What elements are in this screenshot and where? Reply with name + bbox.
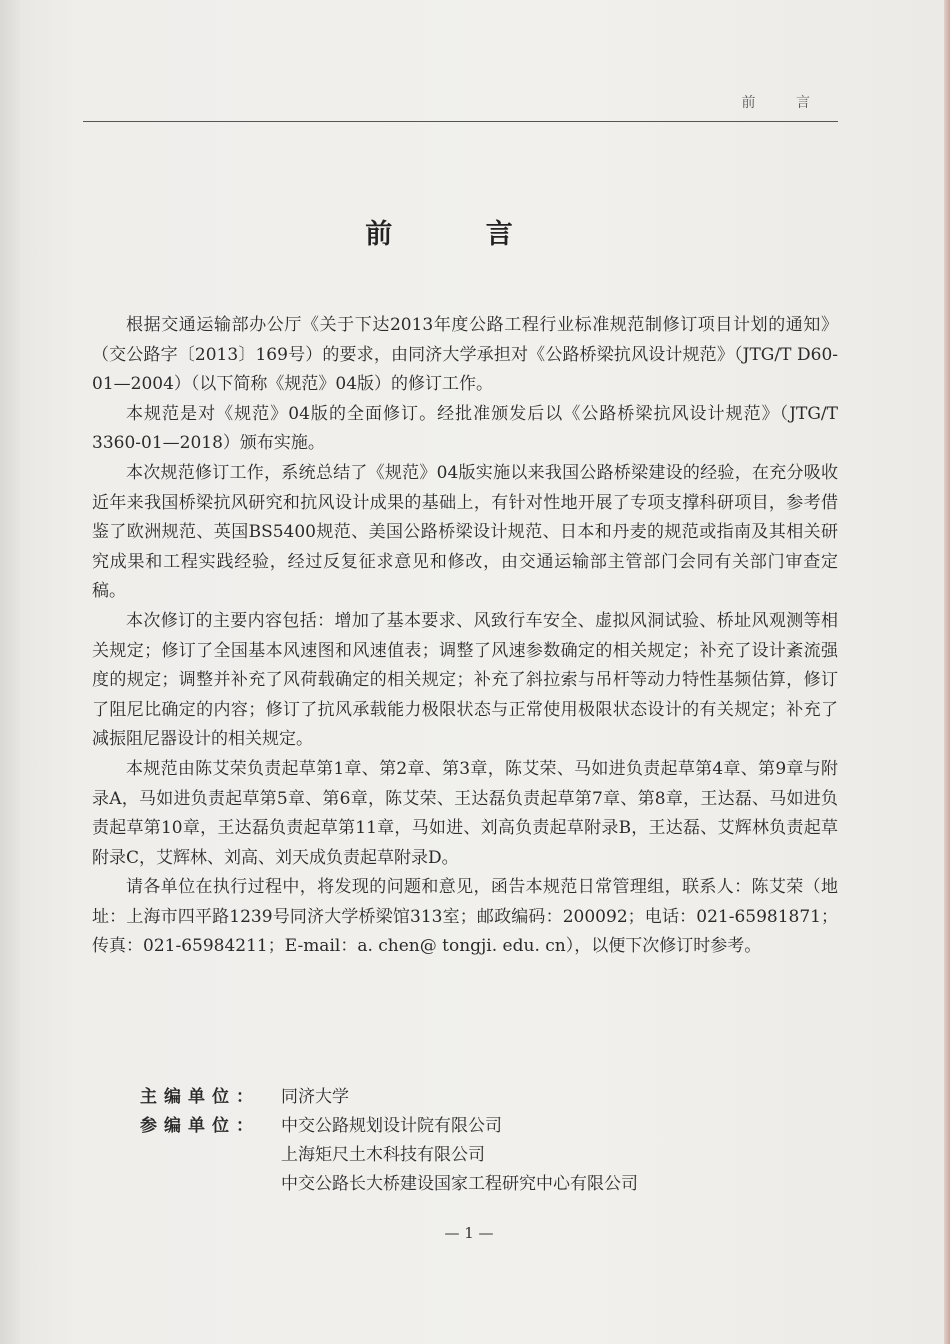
running-head: 前 言 — [741, 95, 828, 111]
participating-unit: 中交公路规划设计院有限公司 — [281, 1116, 502, 1136]
paragraph: 本规范由陈艾荣负责起草第1章、第2章、第3章，陈艾荣、马如进负责起草第4章、第9章与附录A，马如进负责起草第5章、第6章，陈艾荣、王达磊负责起草第7章、第8章，王达磊、马如进负责起草第10章，王达磊负责起草第11章，马如进、刘高负责起草附录B，王达磊、艾辉林负责起草附录C，艾辉林、刘高、刘天成负责起草附录D。 — [92, 758, 838, 868]
participating-editors-label: 参编单位： — [140, 1116, 260, 1136]
body-text — [92, 311, 838, 962]
page-title: 前 言 — [365, 219, 555, 250]
book-spine-shadow — [0, 0, 20, 1344]
chief-editor-label: 主编单位： — [140, 1087, 260, 1107]
paragraph: 本次规范修订工作，系统总结了《规范》04版实施以来我国公路桥梁建设的经验，在充分吸收近年来我国桥梁抗风研究和抗风设计成果的基础上，有针对性地开展了专项支撑科研项目，参考借鉴了欧洲规范、英国BS5400规范、美国公路桥梁设计规范、日本和丹麦的规范或指南及其相关研究成果和工程实践经验，经过反复征求意见和修改，由交通运输部主管部门会同有关部门审查定稿。 — [92, 462, 838, 602]
page-edge — [944, 0, 950, 1344]
participating-unit: 中交公路长大桥建设国家工程研究中心有限公司 — [281, 1174, 638, 1194]
paragraph: 请各单位在执行过程中，将发现的问题和意见，函告本规范日常管理组，联系人：陈艾荣（地址：上海市四平路1239号同济大学桥梁馆313室；邮政编码：200092；电话：021-65981871；传真：021-65984211；E-mail：a. chen@ tongji. edu. cn），以便下次修订时参考。 — [92, 877, 838, 957]
participating-editors-row — [140, 1112, 638, 1199]
paragraph: 根据交通运输部办公厅《关于下达2013年度公路工程行业标准规范制修订项目计划的通知》（交公路字〔2013〕169号）的要求，由同济大学承担对《公路桥梁抗风设计规范》（JTG/T D60-01—2004）（以下简称《规范》04版）的修订工作。 — [92, 315, 838, 395]
chief-editor-row — [140, 1083, 638, 1112]
header-rule — [83, 121, 838, 122]
chief-editor-unit: 同济大学 — [281, 1087, 349, 1107]
paragraph: 本次修订的主要内容包括：增加了基本要求、风致行车安全、虚拟风洞试验、桥址风观测等相关规定；修订了全国基本风速图和风速值表；调整了风速参数确定的相关规定；补充了设计紊流强度的规定；调整并补充了风荷载确定的相关规定；补充了斜拉索与吊杆等动力特性基频估算，修订了阻尼比确定的内容；修订了抗风承载能力极限状态与正常使用极限状态设计的有关规定；补充了减振阻尼器设计的相关规定。 — [92, 610, 838, 750]
participating-unit: 上海矩尺土木科技有限公司 — [281, 1145, 485, 1165]
page-number: — 1 — — [444, 1224, 494, 1242]
organizations-block — [140, 1083, 638, 1199]
paragraph: 本规范是对《规范》04版的全面修订。经批准颁发后以《公路桥梁抗风设计规范》（JTG/T 3360-01—2018）颁布实施。 — [92, 403, 838, 454]
